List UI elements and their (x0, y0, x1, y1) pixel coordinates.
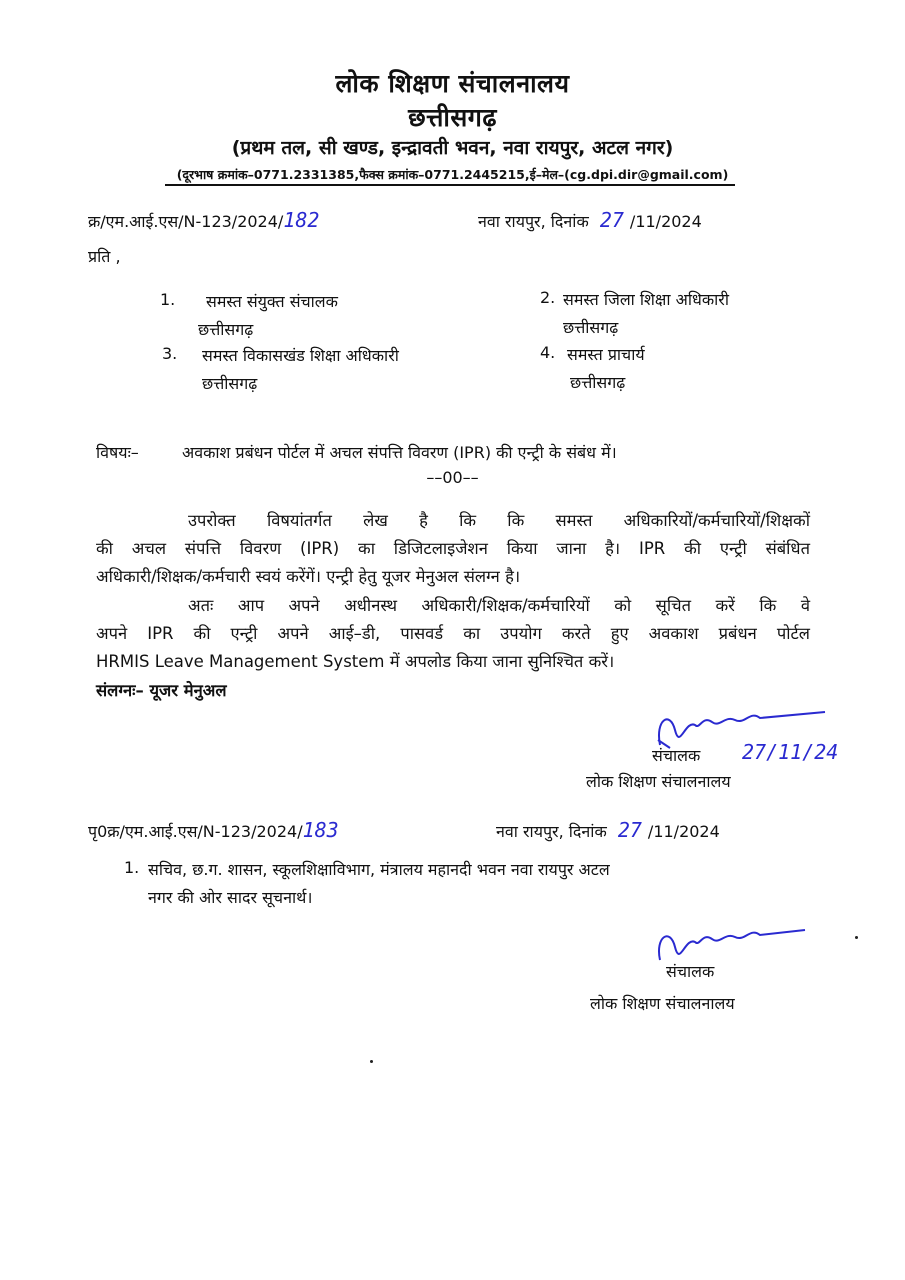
body-para2-line1: अतः आप अपने अधीनस्थ अधिकारी/शिक्षक/कर्मचारियों को सूचित करें कि वे (188, 596, 810, 615)
subject-label: विषयः– (96, 443, 139, 462)
ref-number: 182 (283, 208, 320, 232)
signature-1-office: लोक शिक्षण संचालनालय (586, 772, 731, 791)
to-label: प्रति , (88, 247, 121, 266)
body-para2-line2: अपने IPR की एन्ट्री अपने आई–डी, पासवर्ड का उपयोग करते हुए अवकाश प्रबंधन पोर्टल (96, 624, 810, 643)
signature-1-designation: संचालक (652, 746, 701, 765)
endorsement-reference (88, 818, 339, 842)
state-name: छत्तीसगढ़ (408, 103, 497, 132)
contact-line: (दूरभाष क्रमांक–0771.2331385,फैक्स क्रमांक–0771.2445215,ई–मेल–(cg.dpi.dir@gmail.com) (176, 167, 729, 182)
endorsement-place-date-label: नवा रायपुर, दिनांक (496, 822, 607, 841)
body-para1-line3: अधिकारी/शिक्षक/कर्मचारी स्वयं करेंगें। एन्ट्री हेतु यूजर मेनुअल संलग्न है। (96, 567, 521, 586)
body-para1-line2: की अचल संपत्ति विवरण (IPR) का डिजिटलाइजेशन किया जाना है। IPR की एन्ट्री संबंधित (96, 539, 810, 558)
recipient-4-num: 4. (540, 343, 556, 362)
recipient-1-num: 1. (160, 290, 176, 309)
endorsement-item-line1: सचिव, छ.ग. शासन, स्कूलशिक्षाविभाग, मंत्रालय महानदी भवन नवा रायपुर अटल (148, 860, 610, 879)
signature-2-office: लोक शिक्षण संचालनालय (590, 994, 735, 1013)
office-address: (प्रथम तल, सी खण्ड, इन्द्रावती भवन, नवा रायपुर, अटल नगर) (231, 137, 674, 159)
recipient-1-place: छत्तीसगढ़ (198, 320, 254, 339)
recipient-4-place: छत्तीसगढ़ (570, 373, 626, 392)
letter-date (478, 208, 702, 232)
subject-text: अवकाश प्रबंधन पोर्टल में अचल संपत्ति विवरण (IPR) की एन्ट्री के संबंध में। (182, 443, 617, 462)
subject-separator: ––00–– (426, 468, 479, 487)
endorsement-ref-number: 183 (302, 818, 339, 842)
recipient-2-num: 2. (540, 288, 556, 307)
recipient-2-title: समस्त जिला शिक्षा अधिकारी (563, 290, 729, 309)
endorsement-date-rest: /11/2024 (647, 822, 720, 841)
endorsement-ref-prefix: पृ0क्र/एम.आई.एस/N-123/2024/ (88, 822, 303, 841)
place-date-label: नवा रायपुर, दिनांक (478, 212, 589, 231)
org-name: लोक शिक्षण संचालनालय (335, 69, 570, 98)
date-day: 27 (599, 208, 624, 232)
signature-2-designation: संचालक (666, 962, 715, 981)
endorsement-date (496, 818, 720, 842)
body-para1-line1: उपरोक्त विषयांतर्गत लेख है कि कि समस्त अधिकारियों/कर्मचारियों/शिक्षकों (188, 511, 810, 530)
header-rule (165, 184, 735, 186)
recipient-1-title: समस्त संयुक्त संचालक (206, 292, 338, 311)
body-para2-line3: HRMIS Leave Management System में अपलोड किया जाना सुनिश्चित करें। (96, 652, 615, 671)
scan-speck-2 (370, 1060, 373, 1063)
endorsement-date-day: 27 (617, 818, 642, 842)
signature-1-handwritten-date: 27/11/24 (742, 740, 839, 764)
endorsement-item-line2: नगर की ओर सादर सूचनार्थ। (148, 888, 313, 907)
scan-speck (855, 936, 858, 939)
ref-prefix: क्र/एम.आई.एस/N-123/2024/ (88, 212, 284, 231)
recipient-3-place: छत्तीसगढ़ (202, 374, 258, 393)
date-rest: /11/2024 (629, 212, 702, 231)
letter-reference (88, 208, 319, 232)
recipient-3-num: 3. (162, 344, 178, 363)
recipient-4-title: समस्त प्राचार्य (567, 345, 645, 364)
attachment-note: संलग्नः– यूजर मेनुअल (96, 681, 227, 700)
recipient-3-title: समस्त विकासखंड शिक्षा अधिकारी (202, 346, 399, 365)
endorsement-item-num: 1. (124, 858, 140, 877)
recipient-2-place: छत्तीसगढ़ (563, 318, 619, 337)
